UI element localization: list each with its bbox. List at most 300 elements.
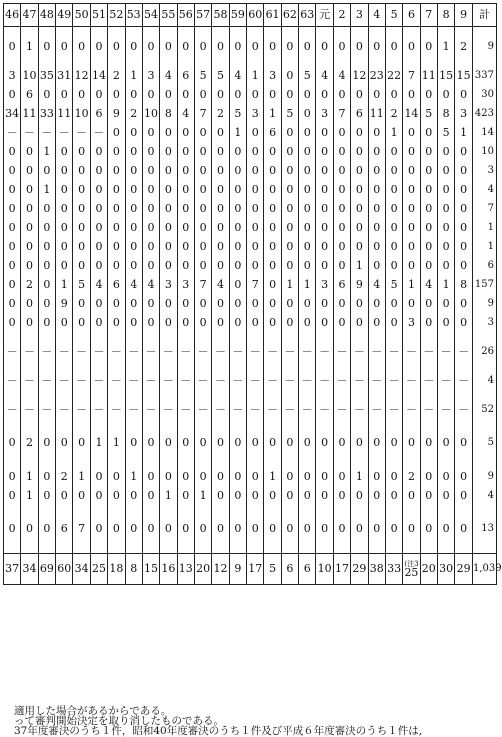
table-cell: 0: [142, 294, 159, 313]
table-cell: [368, 543, 385, 554]
table-cell: 12: [351, 66, 368, 85]
table-cell: 0: [333, 218, 350, 237]
table-cell: [21, 505, 38, 515]
table-spacer-row: [4, 27, 497, 38]
table-cell: 23: [368, 66, 385, 85]
table-cell: 5: [194, 66, 211, 85]
table-cell: 0: [229, 467, 246, 486]
table-cell: [142, 56, 159, 66]
table-cell: 0: [142, 486, 159, 505]
table-cell: －: [21, 400, 38, 419]
table-spacer-row: [4, 419, 497, 429]
table-cell: 6: [56, 515, 73, 543]
table-cell: 0: [420, 161, 437, 180]
table-cell: 0: [316, 294, 333, 313]
total-cell: 3: [473, 313, 497, 332]
table-cell: 0: [125, 218, 142, 237]
table-cell: －: [194, 342, 211, 361]
table-cell: 0: [385, 515, 402, 543]
table-cell: 0: [333, 486, 350, 505]
table-cell: [73, 27, 90, 38]
table-cell: [229, 457, 246, 467]
table-cell: 11: [56, 104, 73, 123]
table-cell: [160, 332, 177, 342]
table-cell: 0: [437, 515, 454, 543]
table-cell: 4: [212, 275, 229, 294]
table-cell: 0: [351, 123, 368, 142]
table-cell: 0: [177, 313, 194, 332]
table-cell: [108, 361, 125, 371]
table-cell: 0: [194, 161, 211, 180]
table-cell: 0: [212, 429, 229, 457]
table-cell: 0: [385, 429, 402, 457]
table-cell: 1: [299, 275, 316, 294]
table-cell: [212, 56, 229, 66]
table-cell: 1: [247, 66, 264, 85]
table-cell: 3: [4, 66, 21, 85]
table-cell: －: [420, 400, 437, 419]
table-cell: [247, 56, 264, 66]
table-cell: 0: [351, 515, 368, 543]
table-cell: 0: [177, 256, 194, 275]
table-cell: 0: [38, 237, 55, 256]
column-header-year: 63: [299, 4, 316, 27]
table-cell: 0: [264, 515, 281, 543]
table-cell: －: [281, 371, 298, 390]
table-cell: 0: [368, 256, 385, 275]
table-spacer-row: [4, 457, 497, 467]
table-total-row: [4, 554, 497, 585]
table-cell: 0: [385, 180, 402, 199]
table-cell: 0: [316, 313, 333, 332]
table-cell: －: [90, 400, 107, 419]
table-cell: [351, 457, 368, 467]
table-cell: 0: [38, 467, 55, 486]
table-cell: －: [177, 342, 194, 361]
table-cell: [56, 543, 73, 554]
table-cell: 0: [229, 294, 246, 313]
table-cell: 0: [4, 142, 21, 161]
table-cell: 0: [90, 294, 107, 313]
table-cell: [368, 419, 385, 429]
table-cell: 0: [368, 85, 385, 104]
table-cell: 0: [212, 37, 229, 56]
table-cell: 11: [420, 66, 437, 85]
table-cell: －: [125, 371, 142, 390]
table-cell: －: [403, 342, 420, 361]
table-cell: 0: [21, 161, 38, 180]
table-cell: －: [21, 342, 38, 361]
table-cell: 0: [56, 429, 73, 457]
total-cell: [473, 543, 497, 554]
table-cell: 0: [194, 429, 211, 457]
table-cell: 0: [437, 486, 454, 505]
table-cell: [4, 390, 21, 400]
table-cell: [264, 505, 281, 515]
table-cell: [194, 332, 211, 342]
table-cell: 0: [212, 313, 229, 332]
table-cell: [177, 543, 194, 554]
table-cell: 22: [385, 66, 402, 85]
table-cell: 2: [212, 104, 229, 123]
table-spacer-row: [4, 543, 497, 554]
table-cell: 0: [247, 180, 264, 199]
table-cell: 7: [247, 275, 264, 294]
table-cell: －: [247, 342, 264, 361]
table-cell: 0: [420, 142, 437, 161]
table-cell: [437, 543, 454, 554]
table-cell: [73, 56, 90, 66]
table-cell: 3: [403, 313, 420, 332]
table-cell: [38, 27, 55, 38]
table-cell: －: [73, 371, 90, 390]
table-cell: 0: [333, 37, 350, 56]
table-cell: 0: [73, 180, 90, 199]
table-row: [4, 161, 497, 180]
table-cell: －: [160, 342, 177, 361]
table-cell: －: [108, 342, 125, 361]
table-cell: 0: [194, 180, 211, 199]
table-cell: 34: [21, 554, 38, 585]
table-cell: 0: [56, 142, 73, 161]
table-cell: 0: [281, 429, 298, 457]
table-cell: －: [38, 123, 55, 142]
table-cell: [437, 390, 454, 400]
table-cell: [420, 419, 437, 429]
table-cell: 0: [316, 199, 333, 218]
table-cell: 0: [38, 429, 55, 457]
table-cell: 15: [142, 554, 159, 585]
table-cell: 0: [212, 180, 229, 199]
table-cell: [229, 332, 246, 342]
table-cell: 0: [437, 142, 454, 161]
table-cell: 5: [73, 275, 90, 294]
table-cell: [385, 457, 402, 467]
table-cell: 0: [368, 142, 385, 161]
table-cell: 0: [177, 142, 194, 161]
table-cell: [21, 390, 38, 400]
table-cell: 0: [21, 142, 38, 161]
table-cell: [21, 419, 38, 429]
table-cell: 0: [420, 37, 437, 56]
table-cell: 0: [90, 142, 107, 161]
table-cell: 11: [21, 104, 38, 123]
total-cell: 157: [473, 275, 497, 294]
table-cell: [21, 27, 38, 38]
table-cell: 12: [212, 554, 229, 585]
table-cell: 7: [194, 275, 211, 294]
table-cell: [247, 543, 264, 554]
table-row: [4, 218, 497, 237]
table-cell: [108, 419, 125, 429]
table-cell: 0: [229, 85, 246, 104]
table-cell: 0: [299, 218, 316, 237]
table-cell: 1: [385, 123, 402, 142]
table-cell: 0: [229, 515, 246, 543]
table-cell: 16: [160, 554, 177, 585]
table-cell: [177, 27, 194, 38]
table-row: [4, 467, 497, 486]
table-cell: 3: [316, 104, 333, 123]
table-cell: 0: [403, 486, 420, 505]
table-cell: 0: [351, 142, 368, 161]
table-cell: [56, 505, 73, 515]
table-cell: 0: [437, 294, 454, 313]
table-cell: 0: [56, 161, 73, 180]
table-cell: －: [316, 400, 333, 419]
table-cell: 0: [455, 161, 473, 180]
table-row: [4, 294, 497, 313]
table-cell: 0: [316, 218, 333, 237]
table-cell: 0: [160, 313, 177, 332]
table-cell: 0: [420, 294, 437, 313]
table-cell: [437, 27, 454, 38]
table-cell: 20: [420, 554, 437, 585]
table-cell: [73, 543, 90, 554]
table-cell: 0: [38, 161, 55, 180]
table-cell: 3: [264, 66, 281, 85]
table-cell: 0: [420, 218, 437, 237]
table-cell: 0: [21, 294, 38, 313]
table-cell: 0: [316, 123, 333, 142]
table-cell: 9: [108, 104, 125, 123]
table-cell: [38, 543, 55, 554]
table-cell: [125, 56, 142, 66]
table-cell: 0: [385, 237, 402, 256]
table-cell: 0: [194, 142, 211, 161]
table-cell: 0: [125, 486, 142, 505]
table-cell: 14: [90, 66, 107, 85]
table-cell: 0: [264, 180, 281, 199]
column-header-year: 58: [212, 4, 229, 27]
table-cell: 0: [108, 180, 125, 199]
table-cell: 0: [455, 180, 473, 199]
table-cell: 0: [281, 161, 298, 180]
table-cell: [420, 56, 437, 66]
table-cell: 33: [38, 104, 55, 123]
table-cell: 0: [125, 256, 142, 275]
total-cell: [473, 419, 497, 429]
table-cell: [437, 419, 454, 429]
table-cell: －: [385, 342, 402, 361]
table-cell: 0: [229, 486, 246, 505]
table-cell: 0: [73, 237, 90, 256]
table-cell: －: [73, 342, 90, 361]
table-cell: [333, 332, 350, 342]
table-cell: [194, 505, 211, 515]
total-cell: 4: [473, 371, 497, 390]
table-cell: [299, 27, 316, 38]
table-cell: 0: [90, 161, 107, 180]
table-cell: [4, 27, 21, 38]
table-cell: [455, 390, 473, 400]
table-cell: 0: [212, 85, 229, 104]
table-cell: 0: [368, 161, 385, 180]
table-cell: [125, 332, 142, 342]
table-cell: [229, 56, 246, 66]
table-cell: －: [160, 371, 177, 390]
table-cell: 0: [73, 199, 90, 218]
table-cell: 17: [333, 554, 350, 585]
column-header-year: 3: [351, 4, 368, 27]
table-cell: 0: [21, 199, 38, 218]
table-cell: [4, 457, 21, 467]
total-cell: 30: [473, 85, 497, 104]
table-cell: [142, 332, 159, 342]
table-cell: 0: [333, 161, 350, 180]
table-cell: 1: [73, 467, 90, 486]
table-cell: [194, 361, 211, 371]
table-cell: 0: [212, 237, 229, 256]
table-cell: 0: [351, 180, 368, 199]
table-cell: 0: [316, 429, 333, 457]
table-cell: 0: [455, 429, 473, 457]
table-cell: [455, 56, 473, 66]
table-cell: －: [437, 371, 454, 390]
table-cell: 0: [56, 37, 73, 56]
table-cell: －: [368, 371, 385, 390]
table-cell: 0: [299, 123, 316, 142]
table-cell: 2: [455, 37, 473, 56]
table-cell: [108, 390, 125, 400]
table-cell: 4: [420, 275, 437, 294]
table-cell: 0: [403, 142, 420, 161]
table-cell: －: [229, 371, 246, 390]
table-cell: 0: [333, 237, 350, 256]
footnotes: [14, 706, 500, 736]
table-cell: 0: [142, 123, 159, 142]
table-cell: 0: [351, 199, 368, 218]
table-cell: 0: [333, 123, 350, 142]
table-row: [4, 515, 497, 543]
table-cell: 1: [403, 275, 420, 294]
table-cell: 0: [281, 486, 298, 505]
table-cell: －: [21, 123, 38, 142]
table-cell: 3: [177, 275, 194, 294]
table-cell: [38, 361, 55, 371]
table-cell: －: [142, 342, 159, 361]
table-cell: 6: [108, 275, 125, 294]
table-cell: 0: [316, 237, 333, 256]
table-cell: [299, 361, 316, 371]
table-cell: 0: [160, 218, 177, 237]
table-cell: 0: [229, 142, 246, 161]
table-row: [4, 342, 497, 361]
table-cell: 0: [177, 467, 194, 486]
table-cell: 6: [264, 123, 281, 142]
table-cell: 0: [142, 237, 159, 256]
table-cell: [125, 27, 142, 38]
table-cell: －: [90, 342, 107, 361]
table-cell: －: [351, 400, 368, 419]
table-cell: [177, 419, 194, 429]
table-cell: [281, 457, 298, 467]
table-cell: 0: [264, 256, 281, 275]
table-cell: 1: [455, 123, 473, 142]
table-cell: 0: [368, 180, 385, 199]
table-cell: 0: [21, 313, 38, 332]
table-cell: [194, 56, 211, 66]
table-cell: 60: [56, 554, 73, 585]
table-cell: 15: [437, 66, 454, 85]
table-cell: [108, 543, 125, 554]
table-cell: 0: [351, 161, 368, 180]
table-cell: －: [21, 371, 38, 390]
table-cell: 1: [90, 429, 107, 457]
table-cell: 0: [299, 104, 316, 123]
table-cell: 10: [142, 104, 159, 123]
table-cell: －: [229, 342, 246, 361]
table-cell: 6: [281, 554, 298, 585]
table-cell: 0: [229, 256, 246, 275]
table-cell: 0: [368, 123, 385, 142]
table-spacer-row: [4, 361, 497, 371]
table-cell: 0: [455, 294, 473, 313]
table-spacer-row: [4, 505, 497, 515]
table-cell: 34: [73, 554, 90, 585]
table-cell: 0: [73, 313, 90, 332]
table-cell: [194, 390, 211, 400]
table-cell: 0: [38, 85, 55, 104]
table-cell: 0: [160, 37, 177, 56]
table-cell: [247, 457, 264, 467]
table-cell: 0: [4, 256, 21, 275]
table-cell: [455, 505, 473, 515]
table-cell: 0: [281, 199, 298, 218]
table-cell: [229, 543, 246, 554]
table-cell: [299, 56, 316, 66]
table-cell: 0: [194, 218, 211, 237]
table-cell: 0: [351, 218, 368, 237]
table-cell: 0: [142, 429, 159, 457]
table-cell: 0: [264, 37, 281, 56]
table-cell: 0: [420, 237, 437, 256]
table-cell: －: [247, 400, 264, 419]
table-cell: 0: [316, 256, 333, 275]
table-cell: 0: [108, 123, 125, 142]
table-cell: [125, 457, 142, 467]
table-cell: 0: [212, 256, 229, 275]
table-cell: [351, 56, 368, 66]
table-cell: 0: [38, 275, 55, 294]
table-cell: [333, 27, 350, 38]
table-cell: [21, 457, 38, 467]
table-cell: 0: [90, 467, 107, 486]
table-cell: 0: [281, 85, 298, 104]
table-cell: 0: [368, 429, 385, 457]
table-cell: －: [455, 342, 473, 361]
table-cell: 0: [437, 180, 454, 199]
table-cell: [73, 457, 90, 467]
table-cell: [299, 457, 316, 467]
table-cell: [437, 457, 454, 467]
table-cell: [281, 390, 298, 400]
table-cell: [142, 419, 159, 429]
table-cell: [281, 505, 298, 515]
table-cell: 0: [437, 218, 454, 237]
table-cell: －: [368, 342, 385, 361]
table-cell: [212, 361, 229, 371]
table-cell: 5: [229, 104, 246, 123]
table-cell: 0: [333, 256, 350, 275]
table-cell: [455, 457, 473, 467]
total-cell: 26: [473, 342, 497, 361]
table-cell: [385, 27, 402, 38]
table-cell: －: [108, 371, 125, 390]
table-cell: [385, 505, 402, 515]
table-cell: 0: [90, 237, 107, 256]
table-cell: [420, 361, 437, 371]
